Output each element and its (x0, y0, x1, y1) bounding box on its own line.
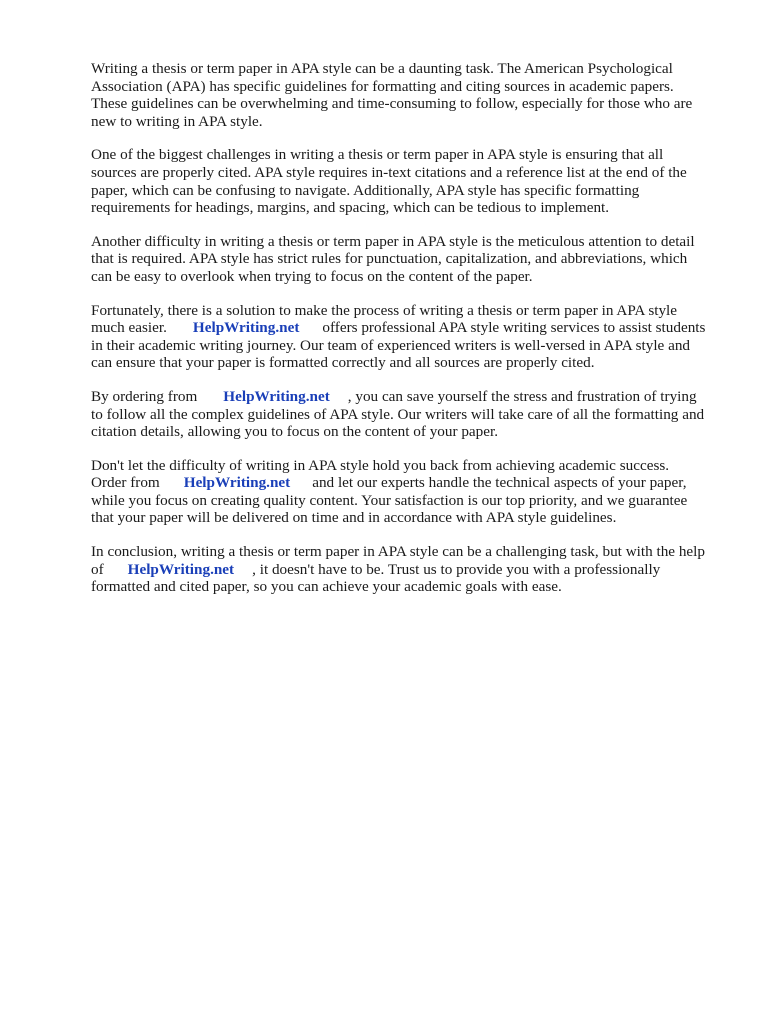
helpwriting-link[interactable]: HelpWriting.net (223, 387, 330, 405)
text-line: In conclusion, writing a thesis or term paper in APA style can be a challenging task, but with the help (91, 543, 705, 561)
text-line: requirements for headings, margins, and spacing, which can be tedious to implement. (91, 199, 610, 217)
text-line: These guidelines can be overwhelming and time-consuming to follow, especially for those who are (91, 95, 693, 113)
helpwriting-link[interactable]: HelpWriting.net (183, 474, 291, 492)
text-line: formatted and cited paper, so you can achieve your academic goals with ease. (91, 578, 562, 596)
text-line: Association (APA) has specific guidelines for formatting and citing sources in academic papers. (91, 77, 674, 95)
document-page (91, 60, 731, 612)
text-line: Writing a thesis or term paper in APA style can be a daunting task. The American Psychological (91, 60, 673, 77)
text-line: paper, which can be confusing to navigate. Additionally, APA style has specific formatting (91, 181, 640, 199)
text-line (91, 388, 731, 406)
text-line: that your paper will be delivered on time and in accordance with APA style guidelines. (91, 509, 617, 527)
text-fragment: Order from (91, 474, 160, 492)
text-line: can ensure that your paper is formatted correctly and all sources are properly cited. (91, 354, 595, 372)
text-line: that is required. APA style has strict rules for punctuation, capitalization, and abbreviations, which (91, 250, 688, 268)
paragraph-details (91, 233, 731, 286)
text-fragment: and let our experts handle the technical aspects of your paper, (312, 474, 687, 492)
text-line: One of the biggest challenges in writing a thesis or term paper in APA style is ensuring that all (91, 146, 664, 164)
text-line: sources are properly cited. APA style requires in-text citations and a reference list at the end of the (91, 163, 687, 181)
text-fragment: By ordering from (91, 387, 198, 405)
text-fragment: offers professional APA style writing services to assist students (322, 319, 706, 337)
text-line: can be easy to overlook when trying to focus on the content of the paper. (91, 267, 533, 285)
helpwriting-link[interactable]: HelpWriting.net (127, 560, 235, 578)
paragraph-ordering (91, 388, 731, 441)
text-line (91, 474, 731, 492)
text-line: Another difficulty in writing a thesis or term paper in APA style is the meticulous attention to detail (91, 232, 695, 250)
text-line: Don't let the difficulty of writing in APA style hold you back from achieving academic success. (91, 456, 670, 474)
text-line: Fortunately, there is a solution to make the process of writing a thesis or term paper in APA style (91, 301, 678, 319)
text-fragment: much easier. (91, 319, 167, 337)
text-line (91, 319, 731, 337)
text-line: new to writing in APA style. (91, 112, 263, 130)
text-line: while you focus on creating quality content. Your satisfaction is our top priority, and we guarantee (91, 491, 688, 509)
paragraph-solution (91, 302, 731, 372)
text-fragment: of (91, 560, 104, 578)
text-line: to follow all the complex guidelines of APA style. Our writers will take care of all the formatting and (91, 405, 705, 423)
text-fragment: , you can save yourself the stress and frustration of trying (347, 387, 697, 405)
paragraph-conclusion (91, 543, 731, 596)
paragraph-intro (91, 60, 731, 130)
paragraph-order-now (91, 457, 731, 527)
text-line: in their academic writing journey. Our team of experienced writers is well-versed in APA style and (91, 336, 691, 354)
text-line (91, 561, 731, 579)
helpwriting-link[interactable]: HelpWriting.net (192, 319, 300, 337)
text-line: citation details, allowing you to focus on the content of your paper. (91, 423, 499, 441)
text-fragment: , it doesn't have to be. Trust us to provide you with a professionally (252, 560, 661, 578)
paragraph-citations (91, 146, 731, 216)
